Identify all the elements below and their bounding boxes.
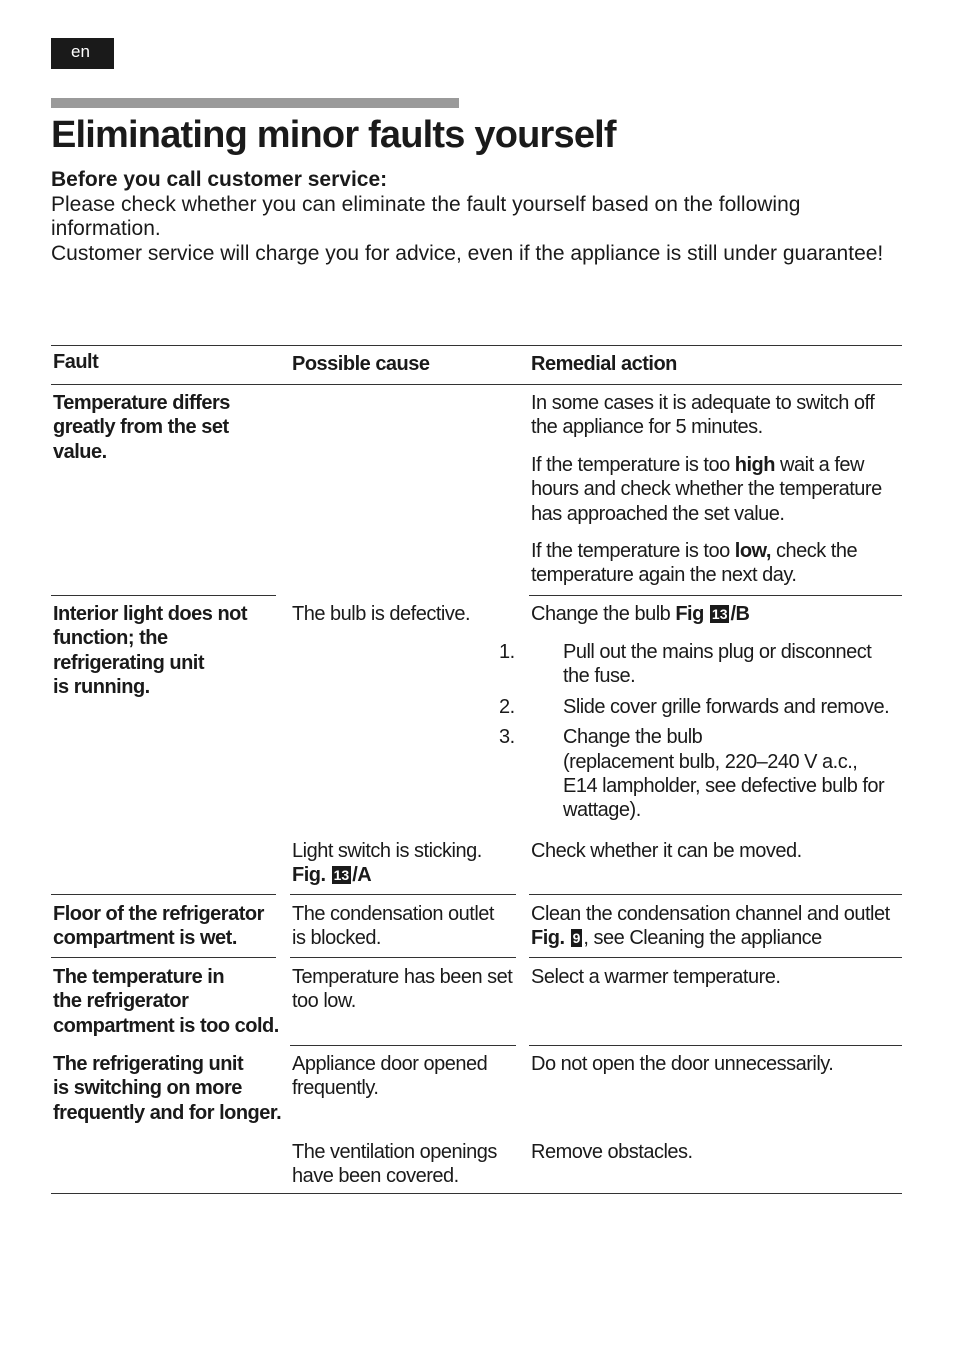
action-cell: Change the bulb Fig 13 /B	[531, 603, 750, 625]
fault-cell: Interior light does not function; the refrigerating unit is running.	[53, 603, 248, 699]
language-tag: en	[51, 38, 114, 69]
action-cell: Select a warmer temperature.	[531, 966, 781, 988]
action-cell: Clean the condensation channel and outlet Fig. 9 , see Cleaning the appliance	[531, 903, 890, 950]
row-rule	[290, 957, 516, 958]
action-cell: Do not open the door unnecessarily.	[531, 1053, 834, 1075]
header-bottom-rule	[51, 384, 902, 385]
cause-cell: The ventilation openings have been covered.	[292, 1141, 497, 1188]
row-rule	[529, 957, 902, 958]
row-rule	[290, 1045, 516, 1046]
action-cell: Check whether it can be moved.	[531, 840, 802, 862]
figure-reference-badge: 13	[333, 867, 350, 884]
list-item: 3. Change the bulb (replacement bulb, 220–240 V a.c., E14 lampholder, see defective bulb for wattage).	[499, 726, 885, 822]
cause-cell: The bulb is defective.	[292, 603, 470, 625]
figure-reference-badge: 13	[711, 606, 728, 622]
title-rule	[51, 98, 459, 108]
list-item: 2. Slide cover grille forwards and remove.	[499, 695, 890, 718]
header-possible-cause: Possible cause	[292, 353, 430, 375]
action-cell: If the temperature is too low, check the temperature again the next day.	[531, 540, 858, 587]
cause-cell: Temperature has been set too low.	[292, 966, 513, 1013]
page-title: Eliminating minor faults yourself	[51, 114, 616, 156]
cause-cell: Appliance door opened frequently.	[292, 1053, 488, 1100]
table-bottom-rule	[51, 1193, 902, 1194]
header-remedial-action: Remedial action	[531, 353, 677, 375]
table-top-rule	[51, 345, 902, 346]
intro-text	[51, 168, 901, 266]
row-rule	[529, 894, 902, 895]
fault-cell: Temperature differs greatly from the set value.	[53, 392, 230, 463]
row-rule	[290, 894, 516, 895]
list-item: 1. Pull out the mains plug or disconnect the fuse.	[499, 641, 872, 688]
action-cell: In some cases it is adequate to switch off the appliance for 5 minutes.	[531, 392, 875, 439]
fault-cell: Floor of the refrigerator compartment is wet.	[53, 903, 264, 950]
row-rule	[529, 1045, 902, 1046]
cause-cell: The condensation outlet is blocked.	[292, 903, 494, 950]
fault-cell: The temperature in the refrigerator compartment is too cold.	[53, 966, 279, 1037]
intro-paragraph-1: Please check whether you can eliminate the fault yourself based on the following information.	[51, 192, 801, 240]
step-list	[499, 640, 890, 823]
header-fault: Fault	[53, 351, 99, 373]
row-rule	[51, 957, 276, 958]
action-cell: If the temperature is too high wait a few hours and check whether the temperature has approached the set value.	[531, 454, 882, 525]
intro-paragraph-2: Customer service will charge you for advice, even if the appliance is still under guarantee!	[51, 241, 884, 265]
row-rule	[51, 894, 276, 895]
cause-cell: Light switch is sticking. Fig. 13 /A	[292, 840, 482, 887]
intro-lead: Before you call customer service:	[51, 168, 388, 191]
fault-cell: The refrigerating unit is switching on more frequently and for longer.	[53, 1053, 282, 1124]
figure-reference-badge: 9	[572, 930, 581, 947]
action-cell: Remove obstacles.	[531, 1141, 693, 1163]
row-rule	[51, 595, 276, 596]
row-rule	[529, 595, 902, 596]
